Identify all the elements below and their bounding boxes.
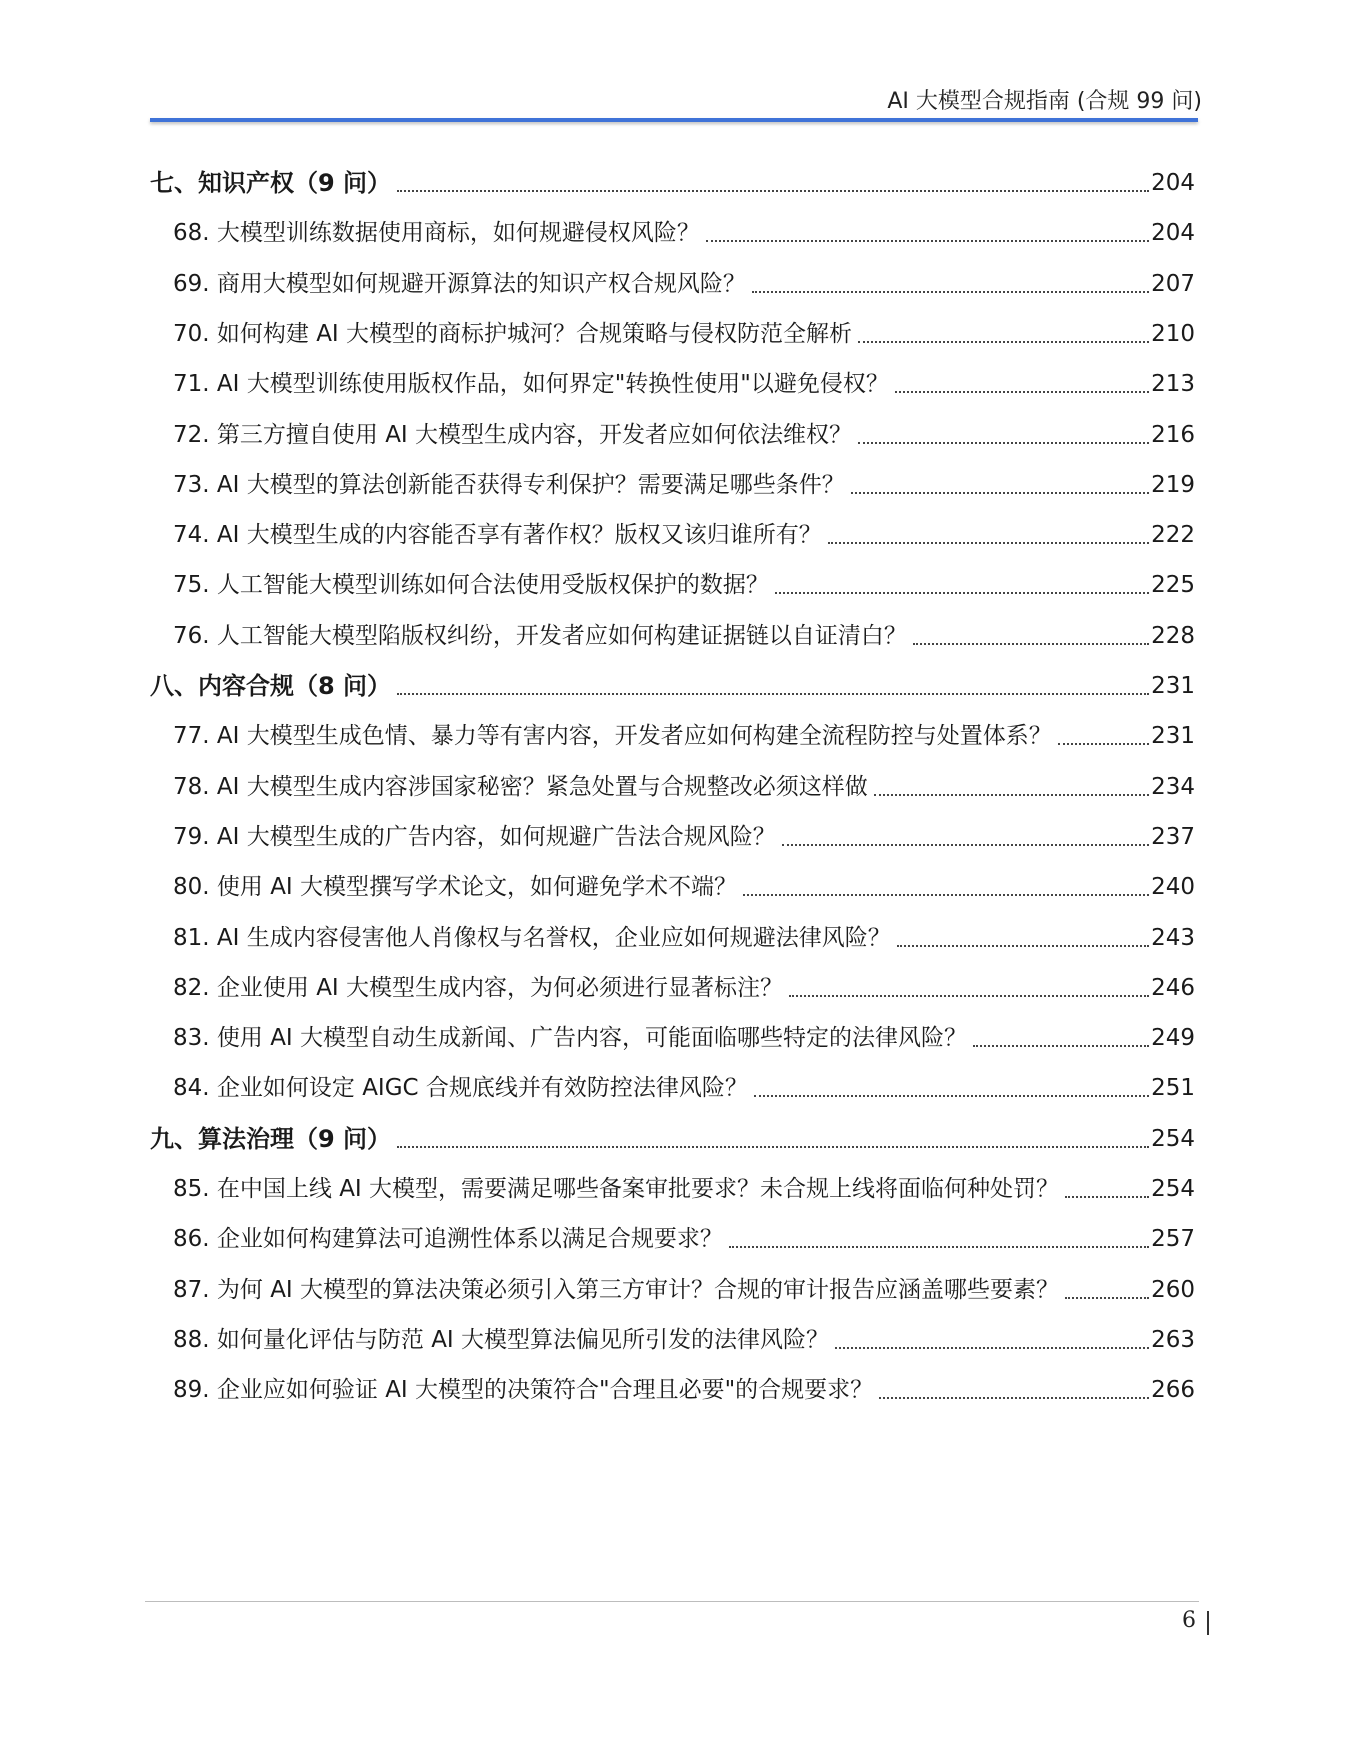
- toc-section-row[interactable]: [150, 661, 1195, 701]
- toc-dot-leader: [775, 592, 1149, 594]
- toc-entry-title: 72. 第三方擅自使用 AI 大模型生成内容，开发者应如何依法维权？: [173, 421, 853, 448]
- toc-page-number: 219: [1151, 471, 1195, 498]
- toc-entry-title: 71. AI 大模型训练使用版权作品，如何界定"转换性使用"以避免侵权？: [173, 371, 889, 398]
- toc-dot-leader: [397, 190, 1149, 192]
- toc-dot-leader: [782, 844, 1149, 846]
- toc-page-number: 266: [1151, 1377, 1195, 1404]
- toc-page-number: 231: [1151, 673, 1195, 699]
- toc-entry-row[interactable]: [173, 208, 1195, 248]
- toc-dot-leader: [1065, 1297, 1149, 1299]
- toc-page-number: 254: [1151, 1176, 1195, 1202]
- toc-page-number: 213: [1151, 371, 1195, 398]
- toc-entry-row[interactable]: [173, 1315, 1195, 1355]
- toc-entry-title: 86. 企业如何构建算法可追溯性体系以满足合规要求？: [173, 1226, 723, 1253]
- page-number: 6: [1182, 1608, 1196, 1633]
- toc-section-title: 七、知识产权（9 问）: [150, 169, 392, 197]
- header-rule: [150, 118, 1198, 122]
- toc-entry-row[interactable]: [173, 1063, 1195, 1103]
- toc-entry-title: 84. 企业如何设定 AIGC 合规底线并有效防控法律风险？: [173, 1075, 748, 1102]
- toc-entry-title: 74. AI 大模型生成的内容能否享有著作权？版权又该归谁所有？: [173, 522, 822, 549]
- toc-entry-title: 77. AI 大模型生成色情、暴力等有害内容，开发者应如何构建全流程防控与处置体系？: [173, 723, 1052, 750]
- toc-entry-row[interactable]: [173, 1164, 1195, 1204]
- toc-entry-title: 81. AI 生成内容侵害他人肖像权与名誉权，企业应如何规避法律风险？: [173, 924, 891, 951]
- toc-entry-row[interactable]: [173, 762, 1195, 802]
- toc-dot-leader: [895, 391, 1149, 393]
- toc-page-number: 246: [1151, 974, 1195, 1001]
- toc-dot-leader: [1058, 743, 1149, 745]
- toc-page-number: 210: [1151, 320, 1195, 347]
- toc-entry-row[interactable]: [173, 812, 1195, 852]
- toc-dot-leader: [752, 291, 1149, 293]
- toc-entry-title: 70. 如何构建 AI 大模型的商标护城河？合规策略与侵权防范全解析: [173, 320, 853, 347]
- toc-dot-leader: [897, 945, 1149, 947]
- toc-page-number: 240: [1151, 874, 1195, 901]
- toc-page-number: 249: [1151, 1025, 1195, 1052]
- toc-entry-row[interactable]: [173, 913, 1195, 953]
- toc-dot-leader: [973, 1045, 1149, 1047]
- toc-page-number: 231: [1151, 723, 1195, 750]
- toc-dot-leader: [858, 442, 1149, 444]
- toc-section-title: 九、算法治理（9 问）: [150, 1124, 392, 1153]
- toc-dot-leader: [397, 693, 1149, 695]
- toc-page-number: 204: [1151, 220, 1195, 247]
- toc-entry-title: 79. AI 大模型生成的广告内容，如何规避广告法合规风险？: [173, 823, 776, 850]
- toc-entry-row[interactable]: [173, 309, 1195, 349]
- toc-entry-row[interactable]: [173, 1013, 1195, 1053]
- toc-entry-row[interactable]: [173, 359, 1195, 399]
- toc-page-number: 228: [1151, 622, 1195, 649]
- toc-dot-leader: [879, 1397, 1149, 1399]
- toc-page-number: 254: [1151, 1125, 1195, 1152]
- toc-section-row[interactable]: [150, 158, 1195, 198]
- toc-dot-leader: [835, 1347, 1149, 1349]
- toc-entry-row[interactable]: [173, 460, 1195, 500]
- toc-dot-leader: [874, 794, 1149, 796]
- running-header-title: AI 大模型合规指南 (合规 99 问): [887, 89, 1202, 114]
- toc-entry-title: 73. AI 大模型的算法创新能否获得专利保护？需要满足哪些条件？: [173, 471, 845, 498]
- toc-dot-leader: [706, 240, 1149, 242]
- toc-entry-title: 78. AI 大模型生成内容涉国家秘密？紧急处置与合规整改必须这样做: [173, 773, 868, 800]
- toc-entry-title: 83. 使用 AI 大模型自动生成新闻、广告内容，可能面临哪些特定的法律风险？: [173, 1025, 968, 1052]
- toc-entry-row[interactable]: [173, 1365, 1195, 1405]
- toc-page-number: 222: [1151, 522, 1195, 549]
- toc-entry-row[interactable]: [173, 611, 1195, 651]
- toc-entry-row[interactable]: [173, 963, 1195, 1003]
- toc-entry-row[interactable]: [173, 1265, 1195, 1305]
- toc-page-number: 260: [1151, 1276, 1195, 1303]
- toc-entry-title: 85. 在中国上线 AI 大模型，需要满足哪些备案审批要求？未合规上线将面临何种处罚？: [173, 1176, 1060, 1202]
- toc-page-number: 225: [1151, 572, 1195, 599]
- toc-dot-leader: [743, 894, 1149, 896]
- toc-section-title: 八、内容合规（8 问）: [150, 672, 392, 700]
- toc-dot-leader: [789, 995, 1149, 997]
- toc-dot-leader: [754, 1095, 1149, 1097]
- toc-entry-title: 89. 企业应如何验证 AI 大模型的决策符合"合理且必要"的合规要求？: [173, 1377, 874, 1404]
- toc-page-number: 251: [1151, 1075, 1195, 1102]
- toc-dot-leader: [858, 341, 1149, 343]
- toc-entry-title: 87. 为何 AI 大模型的算法决策必须引入第三方审计？合规的审计报告应涵盖哪些要素？: [173, 1276, 1060, 1303]
- toc-page-number: 204: [1151, 170, 1195, 196]
- toc-entry-title: 80. 使用 AI 大模型撰写学术论文，如何避免学术不端？: [173, 874, 738, 901]
- page-number-separator: [1207, 1611, 1209, 1635]
- toc-entry-title: 69. 商用大模型如何规避开源算法的知识产权合规风险？: [173, 270, 746, 297]
- toc-entry-row[interactable]: [173, 711, 1195, 751]
- toc-entry-row[interactable]: [173, 560, 1195, 600]
- toc-page-number: 237: [1151, 823, 1195, 850]
- toc-entry-title: 75. 人工智能大模型训练如何合法使用受版权保护的数据？: [173, 572, 769, 599]
- toc-page-number: 243: [1151, 924, 1195, 951]
- toc-entry-row[interactable]: [173, 862, 1195, 902]
- toc-entry-row[interactable]: [173, 1214, 1195, 1254]
- toc-entry-row[interactable]: [173, 259, 1195, 299]
- toc-page-number: 263: [1151, 1326, 1195, 1353]
- toc-page-number: 207: [1151, 270, 1195, 297]
- toc-entry-title: 88. 如何量化评估与防范 AI 大模型算法偏见所引发的法律风险？: [173, 1326, 830, 1353]
- toc-entry-title: 82. 企业使用 AI 大模型生成内容，为何必须进行显著标注？: [173, 974, 784, 1001]
- toc-page-number: 216: [1151, 421, 1195, 448]
- toc-page-number: 257: [1151, 1226, 1195, 1253]
- toc-entry-title: 76. 人工智能大模型陷版权纠纷，开发者应如何构建证据链以自证清白？: [173, 622, 907, 649]
- toc-entry-row[interactable]: [173, 410, 1195, 450]
- toc-dot-leader: [913, 643, 1149, 645]
- toc-section-row[interactable]: [150, 1114, 1195, 1154]
- toc-dot-leader: [729, 1246, 1149, 1248]
- toc-dot-leader: [397, 1146, 1149, 1148]
- toc-dot-leader: [1065, 1196, 1149, 1198]
- toc-entry-row[interactable]: [173, 510, 1195, 550]
- toc-entry-title: 68. 大模型训练数据使用商标，如何规避侵权风险？: [173, 220, 700, 247]
- toc-page-number: 234: [1151, 773, 1195, 800]
- footer-rule: [145, 1601, 1199, 1602]
- toc-dot-leader: [851, 492, 1149, 494]
- toc-dot-leader: [828, 542, 1149, 544]
